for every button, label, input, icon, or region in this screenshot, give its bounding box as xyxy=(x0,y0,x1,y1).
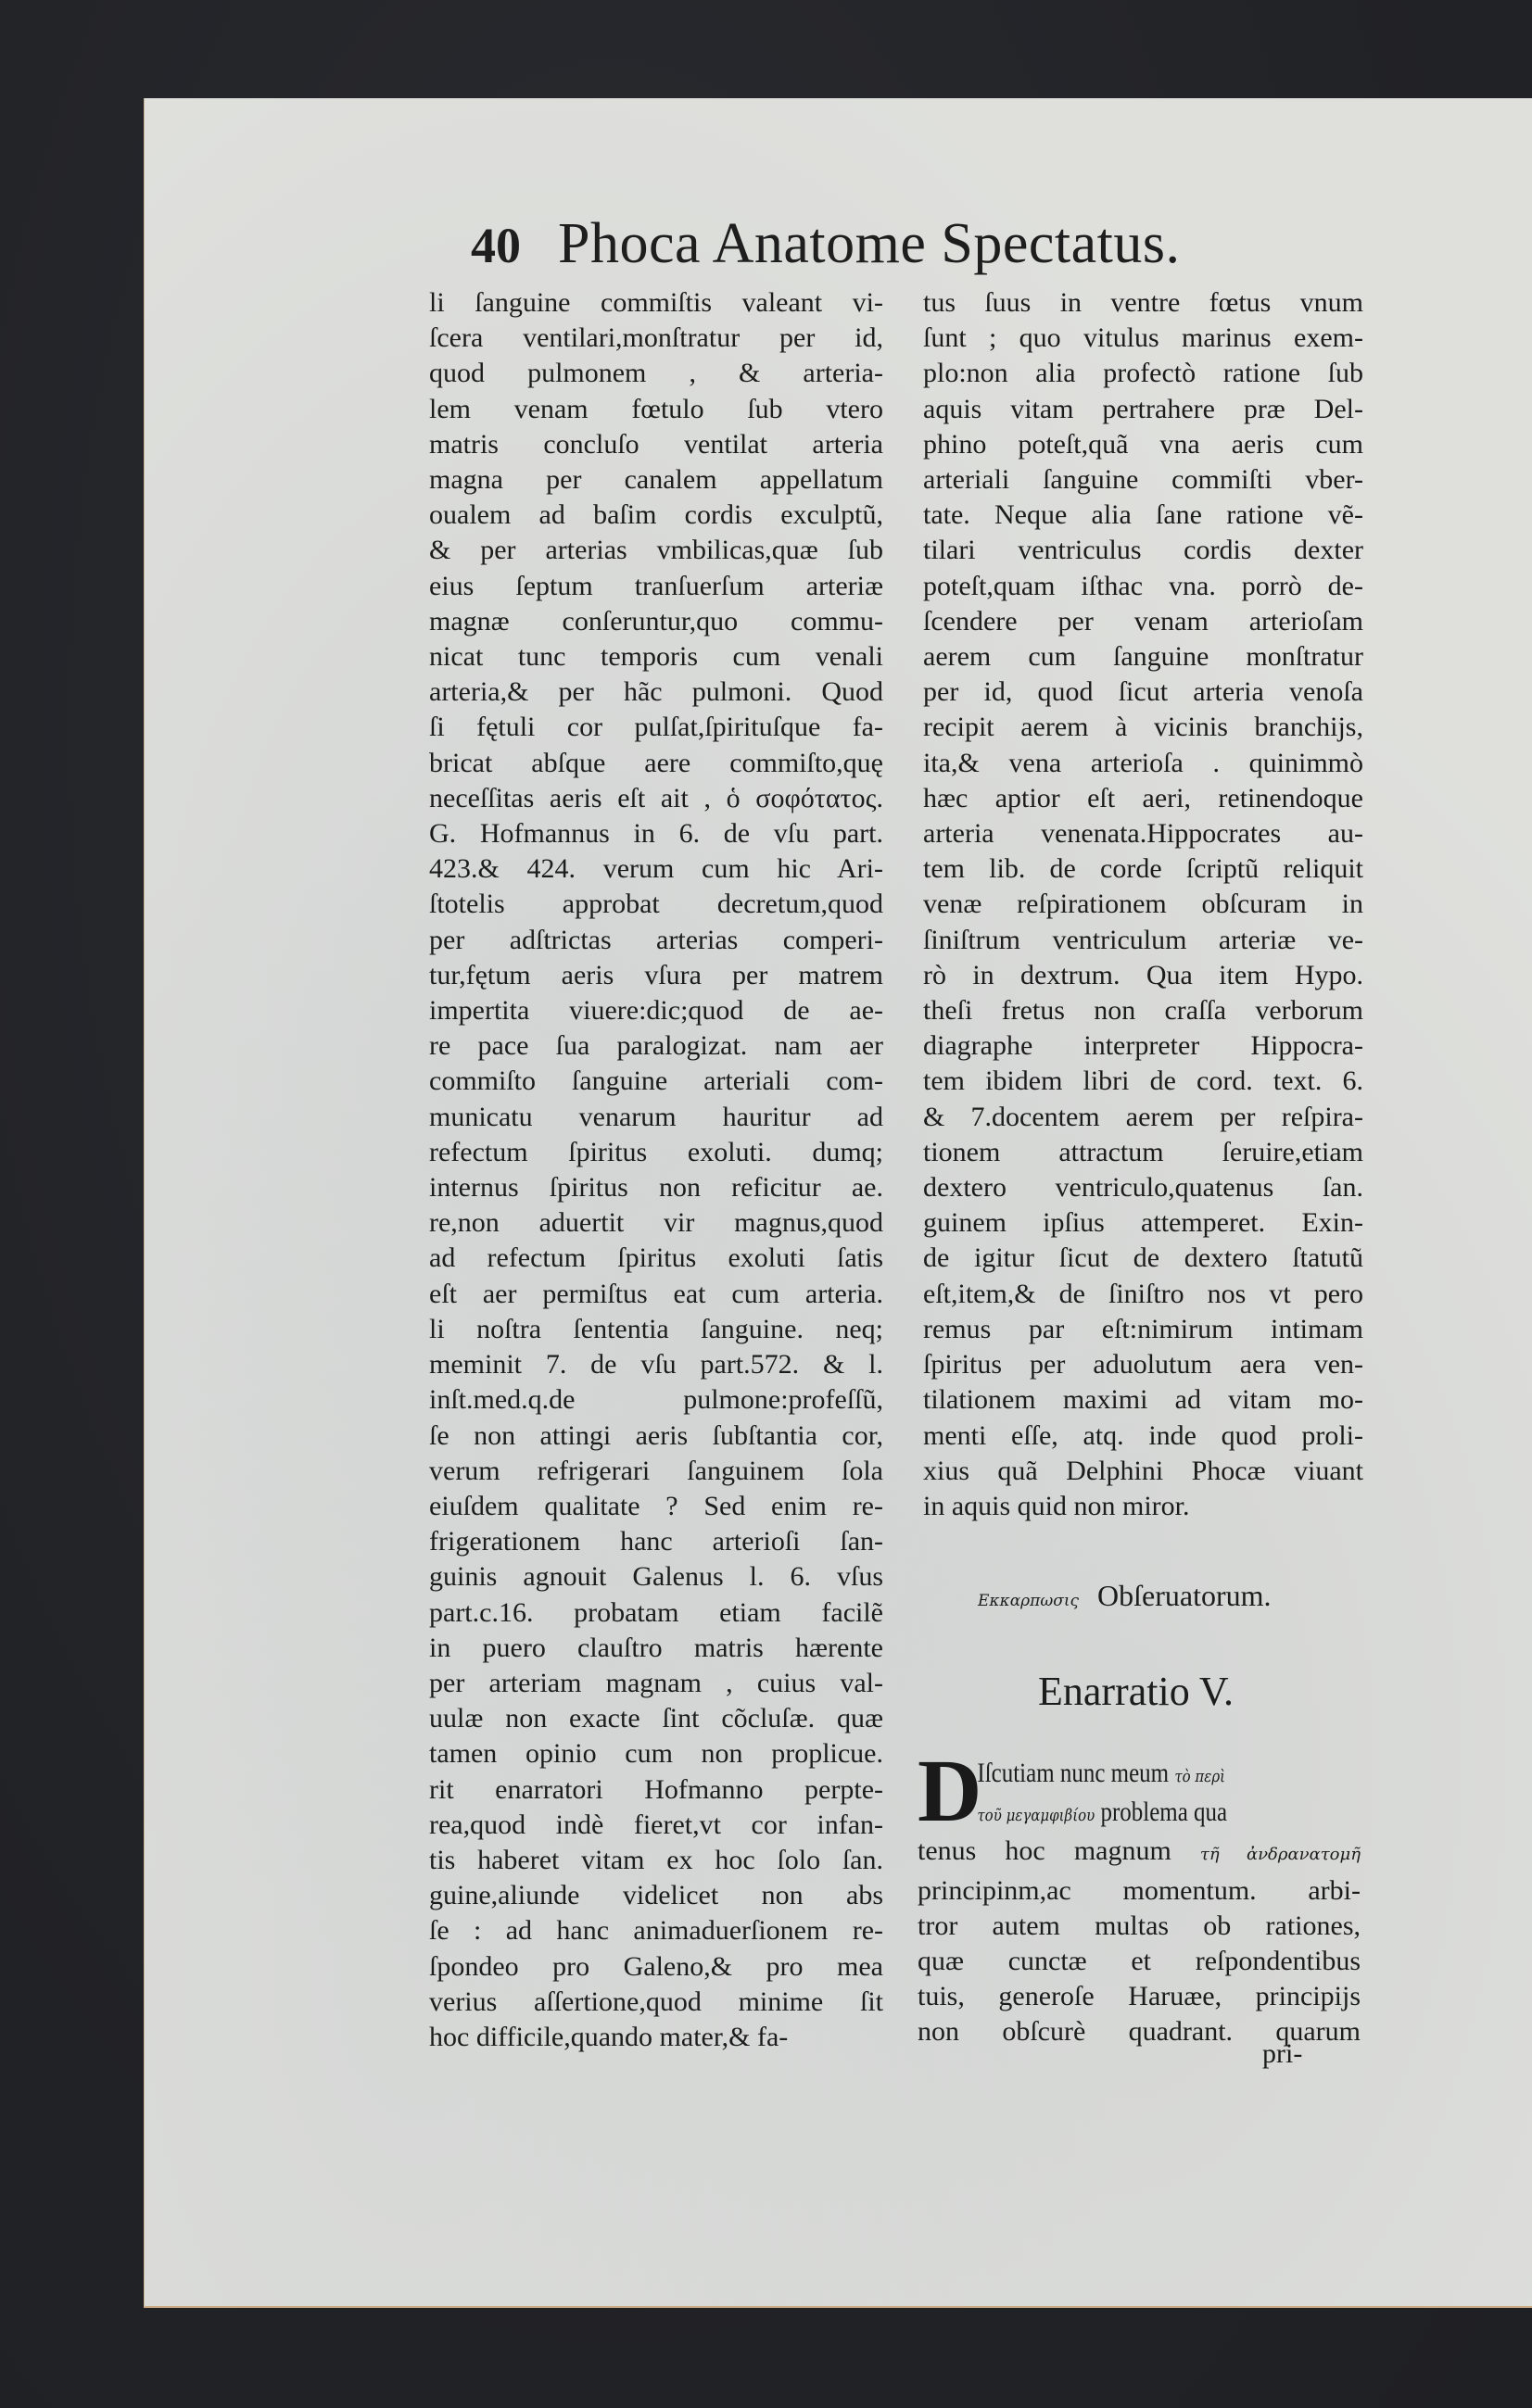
text-line: remus par eſt:nimirum intimam xyxy=(923,1313,1363,1344)
text-line: re,non aduertit vir magnus,quod xyxy=(429,1207,883,1239)
text-line: ad refectum ſpiritus exoluti ſatis xyxy=(429,1242,883,1274)
text-line: quod pulmonem , & arteria- xyxy=(429,358,883,389)
section-label-greek: Εκκαρπωσις xyxy=(978,1592,1080,1610)
text-line: nicat tunc temporis cum venali xyxy=(429,641,883,673)
drop-cap: D xyxy=(918,1741,982,1840)
text-line: aquis vitam pertrahere præ Del- xyxy=(923,393,1363,424)
text-line: part.c.16. probatam etiam facilẽ xyxy=(429,1596,883,1628)
text-line: recipit aerem à vicinis branchijs, xyxy=(923,712,1363,743)
text-line xyxy=(918,1909,1361,1944)
text-line: ita,& vena arterioſa . quinimmò xyxy=(923,747,1363,778)
text-line: de igitur ſicut de dextero ſtatutũ xyxy=(923,1242,1363,1274)
text-line: guine,aliunde videlicet non abs xyxy=(429,1880,883,1911)
text-line xyxy=(918,1795,1286,1834)
text-line: arteriali ſanguine commiſti vber- xyxy=(923,464,1363,496)
text-line xyxy=(918,1834,1361,1872)
greek-phrase: τοῦ μεγαμφιβίου xyxy=(977,1806,1095,1826)
text-line: ſtotelis approbat decretum,quod xyxy=(429,889,883,920)
text-line: ſiniſtrum ventriculum arteriæ ve- xyxy=(923,924,1363,955)
text-line: & per arterias vmbilicas,quæ ſub xyxy=(429,535,883,566)
text-line: commiſto ſanguine arteriali com- xyxy=(429,1065,883,1097)
text-line: xius quã Delphini Phocæ viuant xyxy=(923,1455,1363,1486)
text-line: uulæ non exacte ſint cõcluſæ. quæ xyxy=(429,1703,883,1734)
right-text-column xyxy=(923,285,1363,1524)
text-line: menti eſſe, atq. inde quod proli- xyxy=(923,1419,1363,1451)
text-line: tis haberet vitam ex hoc ſolo ſan. xyxy=(429,1844,883,1875)
section-body xyxy=(918,1741,1361,2050)
text-line: arteria,& per hãc pulmoni. Quod xyxy=(429,676,883,708)
running-title: Phoca Anatome Spectatus. xyxy=(558,212,1181,275)
text-line: tamen opinio cum non proplicue. xyxy=(429,1738,883,1770)
latin-text: tror autem multas ob rationes, xyxy=(918,1910,1361,1941)
text-line: tate. Neque alia ſane ratione vẽ- xyxy=(923,499,1363,531)
text-line: per id, quod ſicut arteria venoſa xyxy=(923,676,1363,708)
text-line: lem venam fœtulo ſub vtero xyxy=(429,393,883,424)
text-line: rea,quod indè fieret,vt cor infan- xyxy=(429,1809,883,1840)
text-line: tur,fętum aeris vſura per matrem xyxy=(429,959,883,990)
text-line: ſcendere per venam arterioſam xyxy=(923,605,1363,637)
text-line: arteria venenata.Hippocrates au- xyxy=(923,818,1363,850)
text-line: ſpiritus per aduolutum aera ven- xyxy=(923,1349,1363,1381)
text-line: rò in dextrum. Qua item Hypo. xyxy=(923,959,1363,990)
greek-phrase: τὸ περὶ xyxy=(1174,1767,1226,1786)
text-line: tus ſuus in ventre fœtus vnum xyxy=(923,287,1363,318)
text-line: tem ibidem libri de cord. text. 6. xyxy=(923,1065,1363,1097)
text-line: municatu venarum hauritur ad xyxy=(429,1101,883,1132)
text-line: hoc difficile,quando mater,& fa- xyxy=(429,2021,789,2052)
text-line: ſi fętuli cor pulſat,ſpirituſque fa- xyxy=(429,712,883,743)
latin-text: non obſcurè quadrant. quarum xyxy=(918,2016,1361,2048)
text-line: rit enarratori Hofmanno perpte- xyxy=(429,1773,883,1805)
text-line: verius aſſertione,quod minime ſit xyxy=(429,1986,883,2017)
latin-text: tuis, generoſe Haruæe, principijs xyxy=(918,1981,1361,2012)
text-line: re pace ſua paralogizat. nam aer xyxy=(429,1030,883,1062)
text-line: tilationem maximi ad vitam mo- xyxy=(923,1384,1363,1416)
section-label-latin: Obſeruatorum. xyxy=(1097,1579,1272,1612)
text-line: per arteriam magnam , cuius val- xyxy=(429,1667,883,1698)
text-line: 423.& 424. verum cum hic Ari- xyxy=(429,853,883,885)
text-line: G. Hofmannus in 6. de vſu part. xyxy=(429,818,883,850)
latin-text: principinm,ac momentum. arbi- xyxy=(918,1874,1361,1906)
page-number: 40 xyxy=(471,218,521,273)
text-line: matris concluſo ventilat arteria xyxy=(429,428,883,460)
text-line xyxy=(918,1944,1361,1979)
text-line: & 7.docentem aerem per reſpira- xyxy=(923,1101,1363,1132)
text-line: eius ſeptum tranſuerſum arteriæ xyxy=(429,570,883,601)
text-line: per adſtrictas arterias comperi- xyxy=(429,924,883,955)
text-line: tionem attractum ſeruire,etiam xyxy=(923,1136,1363,1167)
text-line: li noſtra ſententia ſanguine. neq; xyxy=(429,1313,883,1344)
text-line: ſcera ventilari,monſtratur per id, xyxy=(429,322,883,354)
text-line: oualem ad baſim cordis exculptũ, xyxy=(429,499,883,531)
text-line xyxy=(918,1756,1286,1795)
text-line: in aquis quid non miror. xyxy=(923,1490,1190,1521)
text-line: impertita viuere:dic;quod de ae- xyxy=(429,995,883,1027)
greek-phrase: τῆ ἀνδρανατομῆ xyxy=(1199,1845,1361,1865)
text-line: meminit 7. de vſu part.572. & l. xyxy=(429,1349,883,1381)
text-line: inſt.med.q.de pulmone:profeſſũ, xyxy=(429,1384,883,1416)
text-line: verum refrigerari ſanguinem ſola xyxy=(429,1455,883,1486)
text-line xyxy=(918,1873,1361,1909)
text-line: dextero ventriculo,quatenus ſan. xyxy=(923,1172,1363,1204)
text-line: li ſanguine commiſtis valeant vi- xyxy=(429,287,883,318)
text-line: ſunt ; quo vitulus marinus exem- xyxy=(923,322,1363,354)
text-line: ſe non attingi aeris ſubſtantia cor, xyxy=(429,1419,883,1451)
section-heading: Enarratio V. xyxy=(1038,1669,1234,1714)
catchword: pri- xyxy=(1262,2038,1303,2069)
show-through-text xyxy=(1359,636,1526,793)
text-line: frigerationem hanc arterioſi ſan- xyxy=(429,1526,883,1557)
text-line: magnæ conſeruntur,quo commu- xyxy=(429,605,883,637)
latin-text: problema qua xyxy=(1100,1797,1228,1828)
text-line: hæc aptior eſt aeri, retinendoque xyxy=(923,782,1363,813)
text-line xyxy=(918,1979,1361,2014)
page-header xyxy=(471,211,1180,277)
latin-text: tenus hoc magnum xyxy=(918,1835,1171,1867)
latin-text: Iſcutiam nunc meum xyxy=(977,1758,1170,1788)
text-line: refectum ſpiritus exoluti. dumq; xyxy=(429,1136,883,1167)
text-line: internus ſpiritus non reficitur ae. xyxy=(429,1172,883,1204)
text-line: tilari ventriculus cordis dexter xyxy=(923,535,1363,566)
text-line: tem lib. de corde ſcriptũ reliquit xyxy=(923,853,1363,885)
section-label xyxy=(978,1579,1272,1613)
text-line: poteſt,quam iſthac vna. porrò de- xyxy=(923,570,1363,601)
text-line: eſt,item,& de ſiniſtro nos vt pero xyxy=(923,1278,1363,1309)
text-line: aerem cum ſanguine monſtratur xyxy=(923,641,1363,673)
text-line: theſi fretus non craſſa verborum xyxy=(923,995,1363,1027)
text-line: ſpondeo pro Galeno,& pro mea xyxy=(429,1950,883,1982)
text-line: plo:non alia profectò ratione ſub xyxy=(923,358,1363,389)
text-line: phino poteſt,quã vna aeris cum xyxy=(923,428,1363,460)
text-line: venæ reſpirationem obſcuram in xyxy=(923,889,1363,920)
left-text-column xyxy=(429,285,883,2055)
latin-text: quæ cunctæ et reſpondentibus xyxy=(918,1946,1361,1977)
text-line: diagraphe interpreter Hippocra- xyxy=(923,1030,1363,1062)
text-line: neceſſitas aeris eſt ait , ὁ σοφότατος. xyxy=(429,782,883,813)
text-line: guinem ipſius attemperet. Exin- xyxy=(923,1207,1363,1239)
text-line: bricat abſque aere commiſto,quę xyxy=(429,747,883,778)
text-line: eſt aer permiſtus eat cum arteria. xyxy=(429,1278,883,1309)
text-line: ſe : ad hanc animaduerſionem re- xyxy=(429,1915,883,1947)
text-line: guinis agnouit Galenus l. 6. vſus xyxy=(429,1561,883,1593)
text-line: eiuſdem qualitate ? Sed enim re- xyxy=(429,1490,883,1521)
text-line: magna per canalem appellatum xyxy=(429,464,883,496)
text-line: in puero clauſtro matris hærente xyxy=(429,1632,883,1663)
